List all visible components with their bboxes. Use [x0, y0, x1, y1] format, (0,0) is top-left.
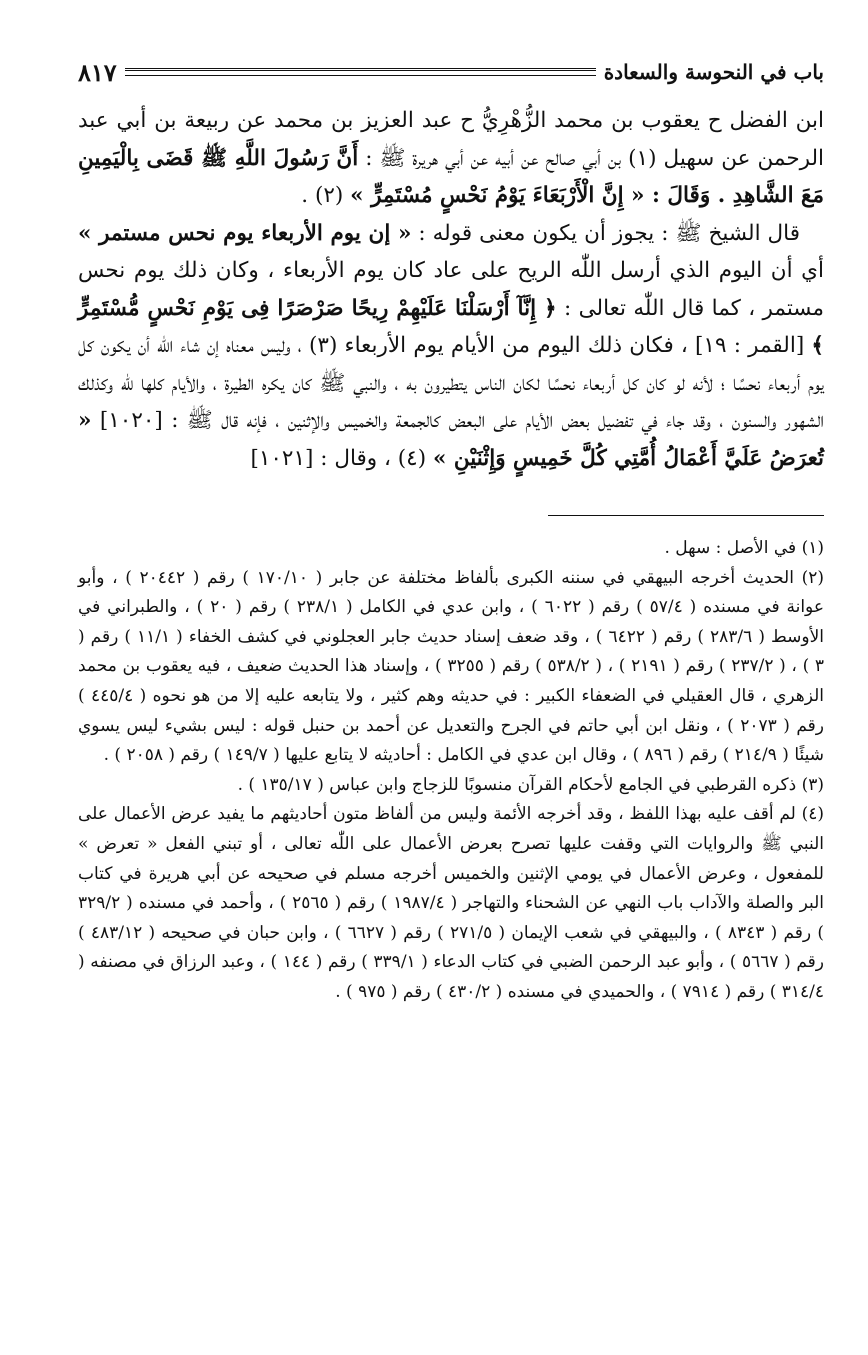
footnote-1: (١) في الأصل : سهل .	[664, 538, 824, 558]
text-run: أي أن اليوم الذي أرسل اللّٰه الريح على عاد كان يوم الأربعاء ، وكان ذلك يوم نحس مستمر ، كما قال اللّٰه تعالى :	[78, 258, 824, 321]
footnote-ref: (١)	[628, 145, 657, 171]
hadith-quote: أَنَّ رَسُولَ اللَّهِ ﷺ قَضَى بِالْيَمِينِ مَعَ الشَّاهِدِ . وَقَالَ : « إِنَّ الْأَرْبَعَاءَ يَوْمُ نَحْسٍ مُسْتَمِرٍّ »	[78, 145, 824, 208]
paragraph-2	[78, 215, 824, 478]
header-rule	[125, 68, 596, 76]
quran-verse: ﴿ إِنَّآ أَرْسَلْنَا عَلَيْهِمْ رِيحًا صَرْصَرًا فِى يَوْمِ نَحْسٍ مُّسْتَمِرٍّ ﴾	[78, 295, 824, 358]
footnote-ref: (٤)	[397, 445, 433, 471]
hadith-quote: « تُعرَضُ عَلَيَّ أَعْمَالُ أُمَّتِي كُلَّ خَمِيسٍ وَإِثْنَيْنِ »	[78, 408, 824, 471]
paragraph-1	[78, 102, 824, 215]
chapter-title: باب في النحوسة والسعادة	[603, 60, 824, 84]
footnote-4: (٤) لم أقف عليه بهذا اللفظ ، وقد أخرجه الأئمة وليس من ألفاظ متون أحاديثهم ما يفيد عرض الأعمال على النبي ﷺ والروايات التي وقفت عليها تصرح بعرض الأعمال على اللّٰه تعالى ، أو تبني الفعل « تعرض » للمفعول ، وعرض الأعمال في يومي الإثنين والخميس أخرجه مسلم في صحيحه عن أبي هريرة في كتاب البر والصلة والآداب باب النهي عن الشحناء والتهاجر ( ١٩٨٧/٤ ) رقم ( ٢٥٦٥ ) ، وأحمد في مسنده ( ٣٢٩/٢ ) رقم ( ٨٣٤٣ ) ، والبيهقي في شعب الإيمان ( ٢٧١/٥ ) رقم ( ٦٦٢٧ ) ، وابن حبان في صحيحه ( ٤٨٣/١٢ ) رقم ( ٥٦٦٧ ) ، وأبو عبد الرحمن الضبي في كتاب الدعاء ( ٣٣٩/١ ) رقم ( ١٤٤ ) ، وعبد الرزاق في مصنفه ( ٣١٤/٤ ) رقم ( ٧٩١٤ ) ، والحميدي في مسنده ( ٤٣٠/٢ ) رقم ( ٩٧٥ ) .	[78, 804, 825, 1002]
footnote-ref: (٢) .	[301, 183, 351, 208]
footnote-ref: (٣)	[308, 333, 338, 358]
main-text	[78, 102, 824, 477]
footnote-separator	[548, 515, 824, 516]
page-number: ٨١٧	[78, 57, 117, 87]
footnote-2: (٢) الحديث أخرجه البيهقي في سننه الكبرى بألفاظ مختلفة عن جابر ( ١٧٠/١٠ ) رقم ( ٢٠٤٤٢ ) ، وأبو عوانة في مسنده ( ٥٧/٤ ) رقم ( ٦٠٢٢ ) ، وابن عدي في الكامل ( ٢٣٨/١ ) رقم ( ٢٠ ) ، والطبراني في الأوسط ( ٢٨٣/٦ ) رقم ( ٦٤٢٢ ) ، وقد ضعف إسناد حديث جابر العجلوني في كشف الخفاء ( ١١/١ ) رقم ( ٣ ) ، ( ٢٣٧/٢ ) رقم ( ٢١٩١ ) ، ( ٥٣٨/٢ ) رقم ( ٣٢٥٥ ) ، وإسناد هذا الحديث ضعيف ، فيه يعقوب بن محمد الزهري ، قال العقيلي في الضعفاء الكبير : في حديثه وهم كثير ، ولا يتابعه عليه إلا من هو نحوه ( ٤٤٥/٤ ) رقم ( ٢٠٧٣ ) ، ونقل ابن أبي حاتم في الجرح والتعديل عن أحمد بن حنبل قوله : ليس بشيء ليس يسوي شيئًا ( ٢١٤/٩ ) رقم ( ٨٩٦ ) ، وقال ابن عدي في الكامل : أحاديثه لا يتابع عليها ( ١٤٩/٧ ) رقم ( ٢٠٥٨ ) .	[78, 567, 825, 766]
text-run: ابن الفضل ح يعقوب بن محمد الزُّهْرِيُّ ح عبد العزيز بن محمد عن ربيعة بن أبي عبد الرحمن عن سهيل	[78, 108, 824, 171]
footnote-3: (٣) ذكره القرطبي في الجامع لأحكام القرآن منسوبًا للزجاج وابن عباس ( ١٣٥/١٧ ) .	[237, 774, 824, 795]
text-run: ، وليس معناه إن شاء اللّٰه أن يكون كل يوم أربعاء نحسًا ؛ لأنه لو كان كل أربعاء نحسًا لكان الناس يتطيرون به ، والنبي ﷺ كان يكره الطيرة ، والأيام كلها للّٰه وكذلك الشهور والسنون ، وقد جاء في تفضيل بعض الأيام على البعض كالجمعة والخميس والإثنين ، فإنه قال ﷺ : [١٠٢٠]	[78, 333, 825, 433]
hadith-quote: « إن يوم الأربعاء يوم نحس مستمر »	[78, 220, 412, 246]
running-header	[78, 52, 824, 92]
book-page	[78, 52, 824, 1008]
text-run: بن أبي صالح عن أبيه عن أبي هريرة ﷺ :	[358, 145, 629, 171]
text-run: قال الشيخ ﷺ : يجوز أن يكون معنى قوله :	[411, 220, 800, 246]
text-run: ، وقال : [١٠٢١]	[250, 445, 398, 471]
text-run: [القمر : ١٩] ، فكان ذلك اليوم من الأيام يوم الأربعاء	[337, 333, 812, 358]
footnotes	[78, 534, 824, 1008]
